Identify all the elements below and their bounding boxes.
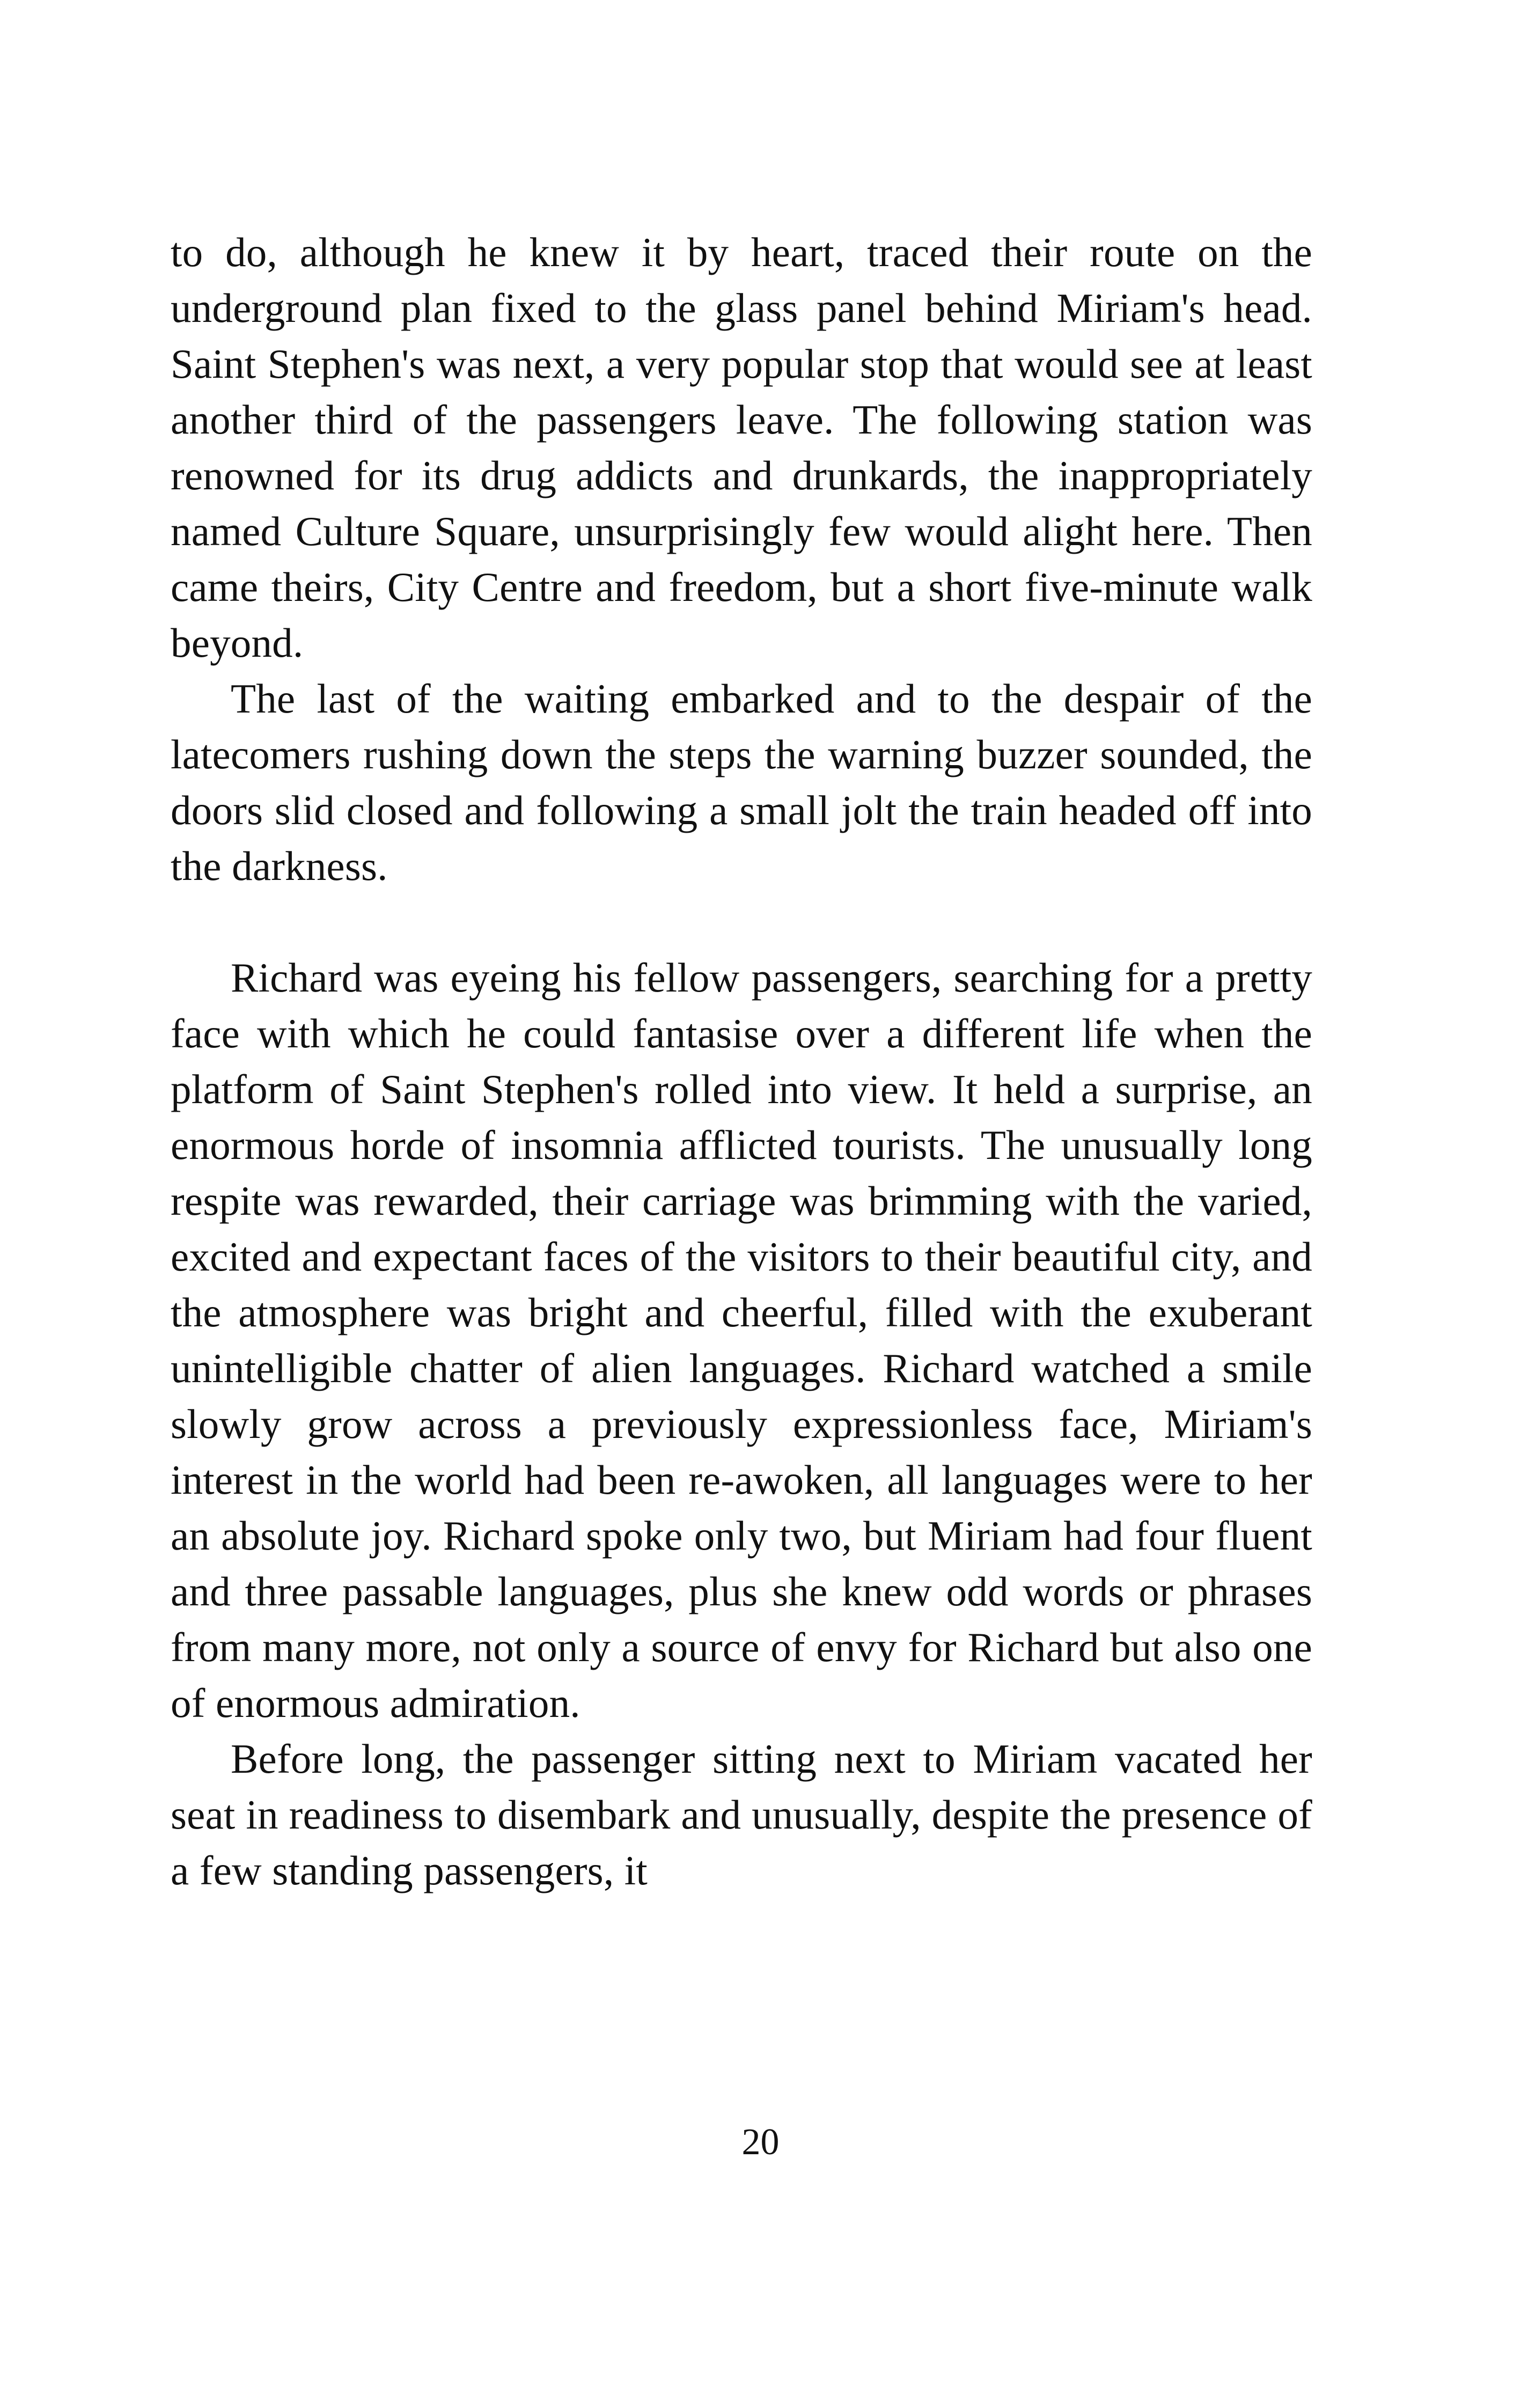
page-text-block <box>171 224 1312 1898</box>
paragraph-continuation: to do, although he knew it by heart, traced their route on the underground plan fixed to the glass panel behind Miriam's head. Saint Stephen's was next, a very popular stop that would see at least another third of the passengers leave. The following station was renowned for its drug addicts and drunkards, the inappropriately named Culture Square, unsurprisingly few would alight here. Then came theirs, City Centre and freedom, but a short five-minute walk beyond. <box>171 229 1312 666</box>
paragraph: Richard was eyeing his fellow passengers, searching for a pretty face with which he could fantasise over a different life when the platform of Saint Stephen's rolled into view. It held a surprise, an enormous horde of insomnia afflicted tourists. The unusually long respite was rewarded, their carriage was brimming with the varied, excited and expectant faces of the visitors to their beautiful city, and the atmosphere was bright and cheerful, filled with the exuberant unintelligible chatter of alien languages. Richard watched a smile slowly grow across a previously expressionless face, Miriam's interest in the world had been re-awoken, all languages were to her an absolute joy. Richard spoke only two, but Miriam had four fluent and three passable languages, plus she knew odd words or phrases from many more, not only a source of envy for Richard but also one of enormous admiration. <box>171 955 1312 1726</box>
paragraph: Before long, the passenger sitting next to Miriam vacated her seat in readiness to disembark and unusually, despite the presence of a few standing passengers, it <box>171 1736 1312 1893</box>
page-number: 20 <box>741 2121 780 2163</box>
paragraph: The last of the waiting embarked and to the despair of the latecomers rushing down the steps the warning buzzer sounded, the doors slid closed and following a small jolt the train headed off into the darkness. <box>171 676 1312 889</box>
